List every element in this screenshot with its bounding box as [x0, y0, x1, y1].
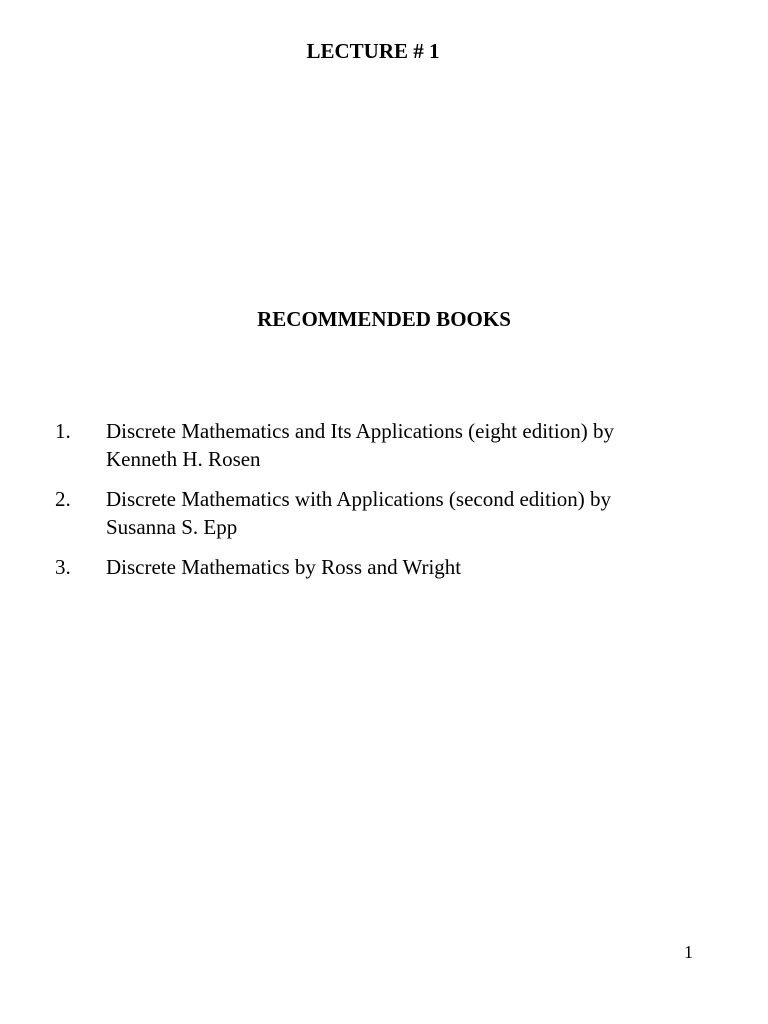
list-number: 1. [55, 419, 71, 443]
recommended-books-heading: RECOMMENDED BOOKS [257, 307, 511, 331]
book-title-line: Discrete Mathematics with Applications (second edition) by [106, 487, 612, 511]
list-number: 3. [55, 555, 71, 579]
lecture-title: LECTURE # 1 [306, 39, 440, 63]
book-list [55, 417, 715, 593]
page-number: 1 [684, 942, 693, 962]
book-item [55, 553, 715, 581]
book-item [55, 417, 715, 473]
book-author-line: Kenneth H. Rosen [106, 447, 261, 471]
book-item [55, 485, 715, 541]
book-author-line: Susanna S. Epp [106, 515, 238, 539]
list-number: 2. [55, 487, 71, 511]
book-title-line: Discrete Mathematics by Ross and Wright [106, 555, 462, 579]
book-title-line: Discrete Mathematics and Its Applications (eight edition) by [106, 419, 614, 443]
